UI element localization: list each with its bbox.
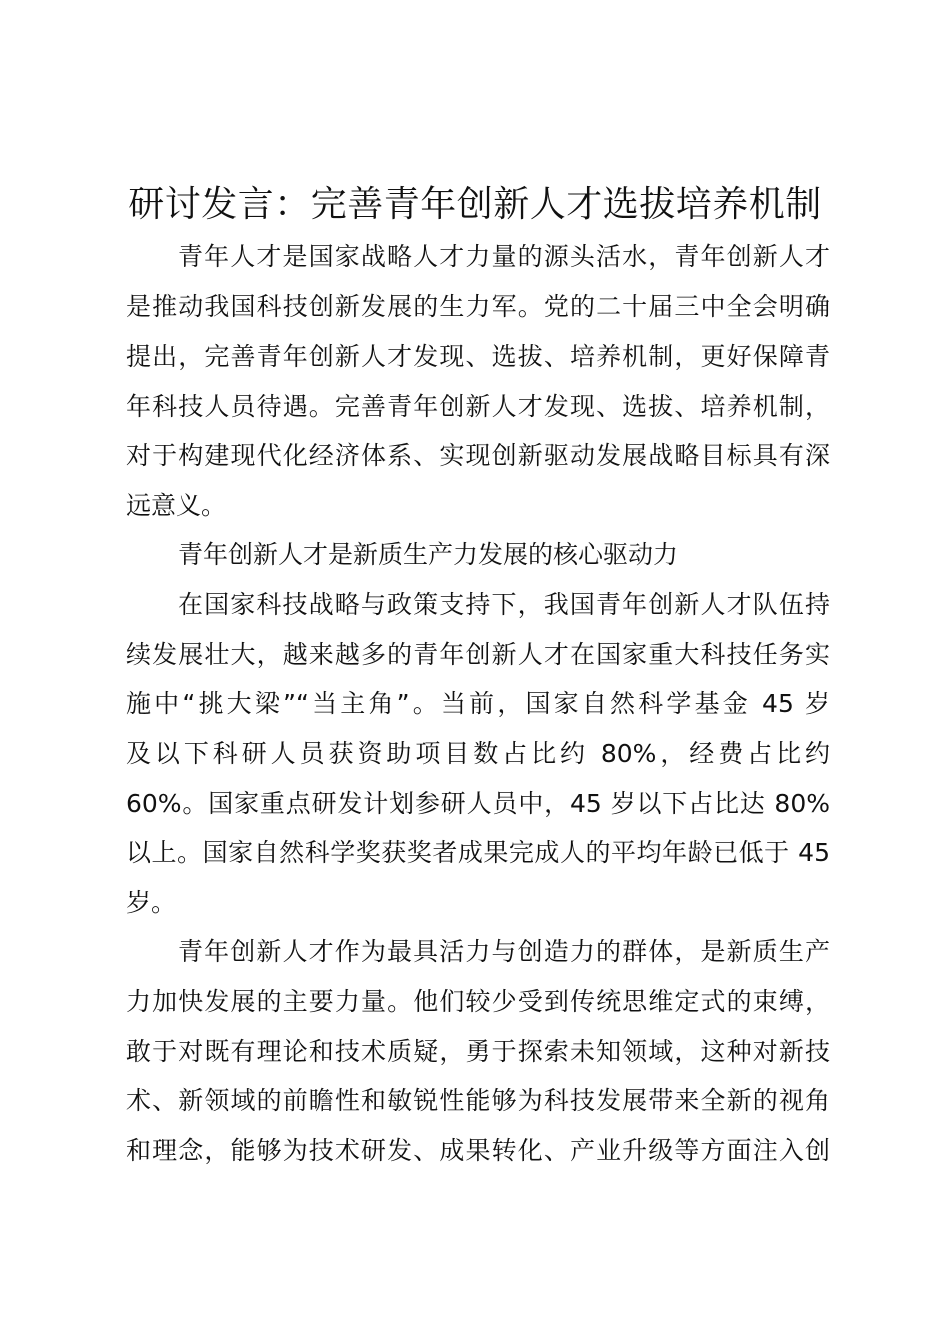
- text-line: 在国家科技战略与政策支持下，我国青年创新人才队伍持: [178, 590, 830, 619]
- text-line: 60%。国家重点研发计划参研人员中，45 岁以下占比达 80%: [126, 789, 830, 818]
- text-line: 力加快发展的主要力量。他们较少受到传统思维定式的束缚，: [126, 987, 830, 1016]
- text-line: 青年创新人才作为最具活力与创造力的群体，是新质生产: [178, 937, 830, 966]
- text-line: 青年人才是国家战略人才力量的源头活水，青年创新人才: [178, 242, 830, 271]
- text-line: 续发展壮大，越来越多的青年创新人才在国家重大科技任务实: [126, 640, 830, 669]
- text-line: 以上。国家自然科学奖获奖者成果完成人的平均年龄已低于 45: [126, 838, 830, 867]
- text-line: 远意义。: [126, 491, 227, 520]
- section-heading-text: 青年创新人才是新质生产力发展的核心驱动力: [178, 540, 679, 569]
- text-line: 对于构建现代化经济体系、实现创新驱动发展战略目标具有深: [126, 441, 830, 470]
- text-line: 施中“挑大梁”“当主角”。当前，国家自然科学基金 45 岁: [126, 689, 830, 718]
- text-line: 术、新领域的前瞻性和敏锐性能够为科技发展带来全新的视角: [126, 1086, 830, 1115]
- text-line: 是推动我国科技创新发展的生力军。党的二十届三中全会明确: [126, 292, 830, 321]
- text-line: 提出，完善青年创新人才发现、选拔、培养机制，更好保障青: [126, 342, 830, 371]
- document-title: 研讨发言：完善青年创新人才选拔培养机制: [128, 184, 822, 225]
- text-line: 岁。: [126, 888, 177, 917]
- text-line: 年科技人员待遇。完善青年创新人才发现、选拔、培养机制，: [126, 392, 830, 421]
- text-line: 及以下科研人员获资助项目数占比约 80%，经费占比约: [126, 739, 830, 768]
- text-line: 敢于对既有理论和技术质疑，勇于探索未知领域，这种对新技: [126, 1037, 830, 1066]
- text-line: 和理念，能够为技术研发、成果转化、产业升级等方面注入创: [126, 1136, 830, 1165]
